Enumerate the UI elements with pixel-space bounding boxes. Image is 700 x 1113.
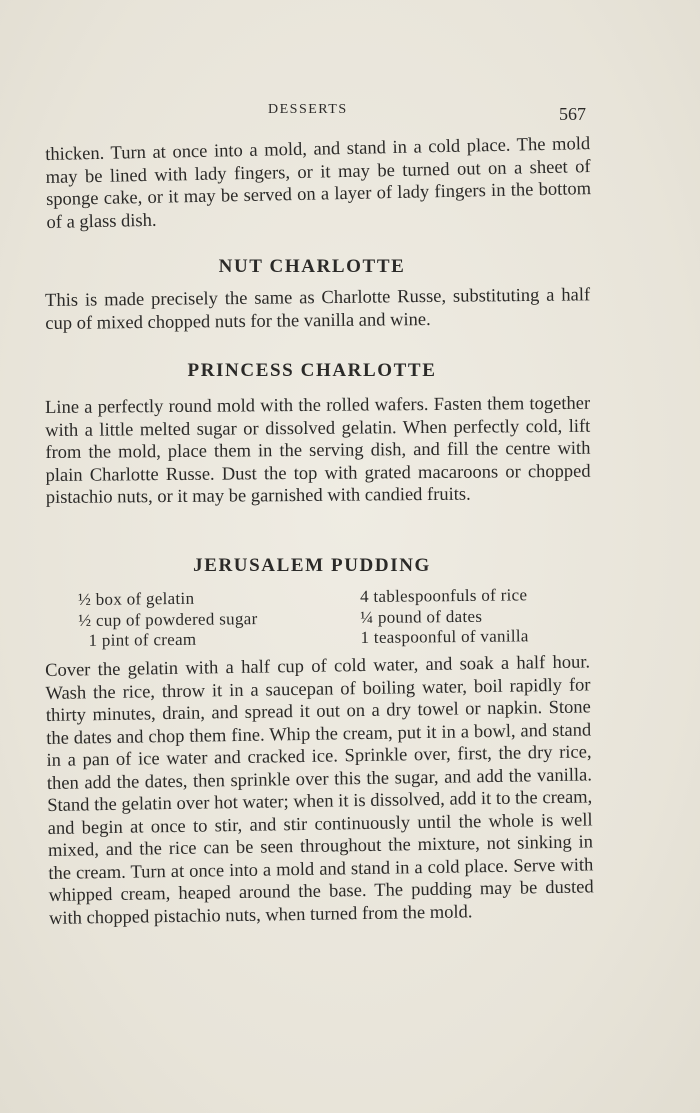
- jerusalem-pudding-paragraph: [45, 651, 594, 930]
- princess-charlotte-text: Line a perfectly round mold with the rolled wafers. Fasten them together with a little melted sugar or dissolved gelatin. When perfectly cold, lift from the mold, place them in the serving dish, and fill the centre with plain Charlotte Russe. Dust the top with grated macaroons or chopped pistachio nuts, or it may be garnished with candied fruits.: [45, 393, 591, 508]
- ingredient-item: 1 teaspoonful of vanilla: [360, 626, 529, 648]
- nut-charlotte-paragraph: [45, 284, 590, 335]
- ingredient-column-right: [360, 585, 529, 648]
- ingredient-item: 4 tablespoonfuls of rice: [359, 585, 528, 607]
- section-title-princess-charlotte: PRINCESS CHARLOTTE: [187, 360, 437, 381]
- section-title-nut-charlotte: NUT CHARLOTTE: [218, 256, 406, 277]
- running-title: DESSERTS: [268, 102, 348, 117]
- ingredient-item: 1 pint of cream: [88, 629, 197, 650]
- ingredient-item: ¼ pound of dates: [360, 606, 483, 627]
- section-title-jerusalem-pudding: JERUSALEM PUDDING: [193, 555, 431, 576]
- princess-charlotte-paragraph: [45, 393, 591, 510]
- nut-charlotte-text: This is made precisely the same as Charlotte Russe, substituting a half cup of mixed chopped nuts for the vanilla and wine.: [45, 285, 591, 334]
- ingredient-list: [78, 585, 599, 656]
- continued-paragraph-text: thicken. Turn at once into a mold, and stand in a cold place. The mold may be lined with lady fingers, or it may be turned out on a sheet of sponge cake, or it may be served on a layer of lady fingers in the bottom of a glass dish.: [45, 134, 592, 233]
- continued-paragraph: [45, 133, 592, 234]
- ingredient-column-left: [78, 588, 258, 651]
- jerusalem-pudding-text: Cover the gelatin with a half cup of cold water, and soak a half hour. Wash the rice, throw it in a saucepan of boiling water, boil rapidly for thirty minutes, drain, and spread it out on a dry towel or napkin. Stone the dates and chop them fine. Whip the cream, put it in a bowl, and stand in a pan of ice water and cracked ice. Sprinkle over, first, the dry rice, then add the dates, then sprinkle over this the sugar, and add the vanilla. Stand the gelatin over hot water; when it is dissolved, add it to the cream, and begin at once to stir, and stir continuously until the whole is well mixed, and the rice can be seen throughout the mixture, not sinking in the cream. Turn at once into a mold and stand in a cold place. Serve with whipped cream, heaped around the base. The pudding may be dusted with chopped pistachio nuts, when turned from the mold.: [45, 652, 594, 929]
- page-number: 567: [559, 104, 586, 124]
- running-header: [0, 100, 700, 128]
- ingredient-item: ½ cup of powdered sugar: [78, 608, 258, 630]
- ingredient-item: ½ box of gelatin: [78, 588, 195, 609]
